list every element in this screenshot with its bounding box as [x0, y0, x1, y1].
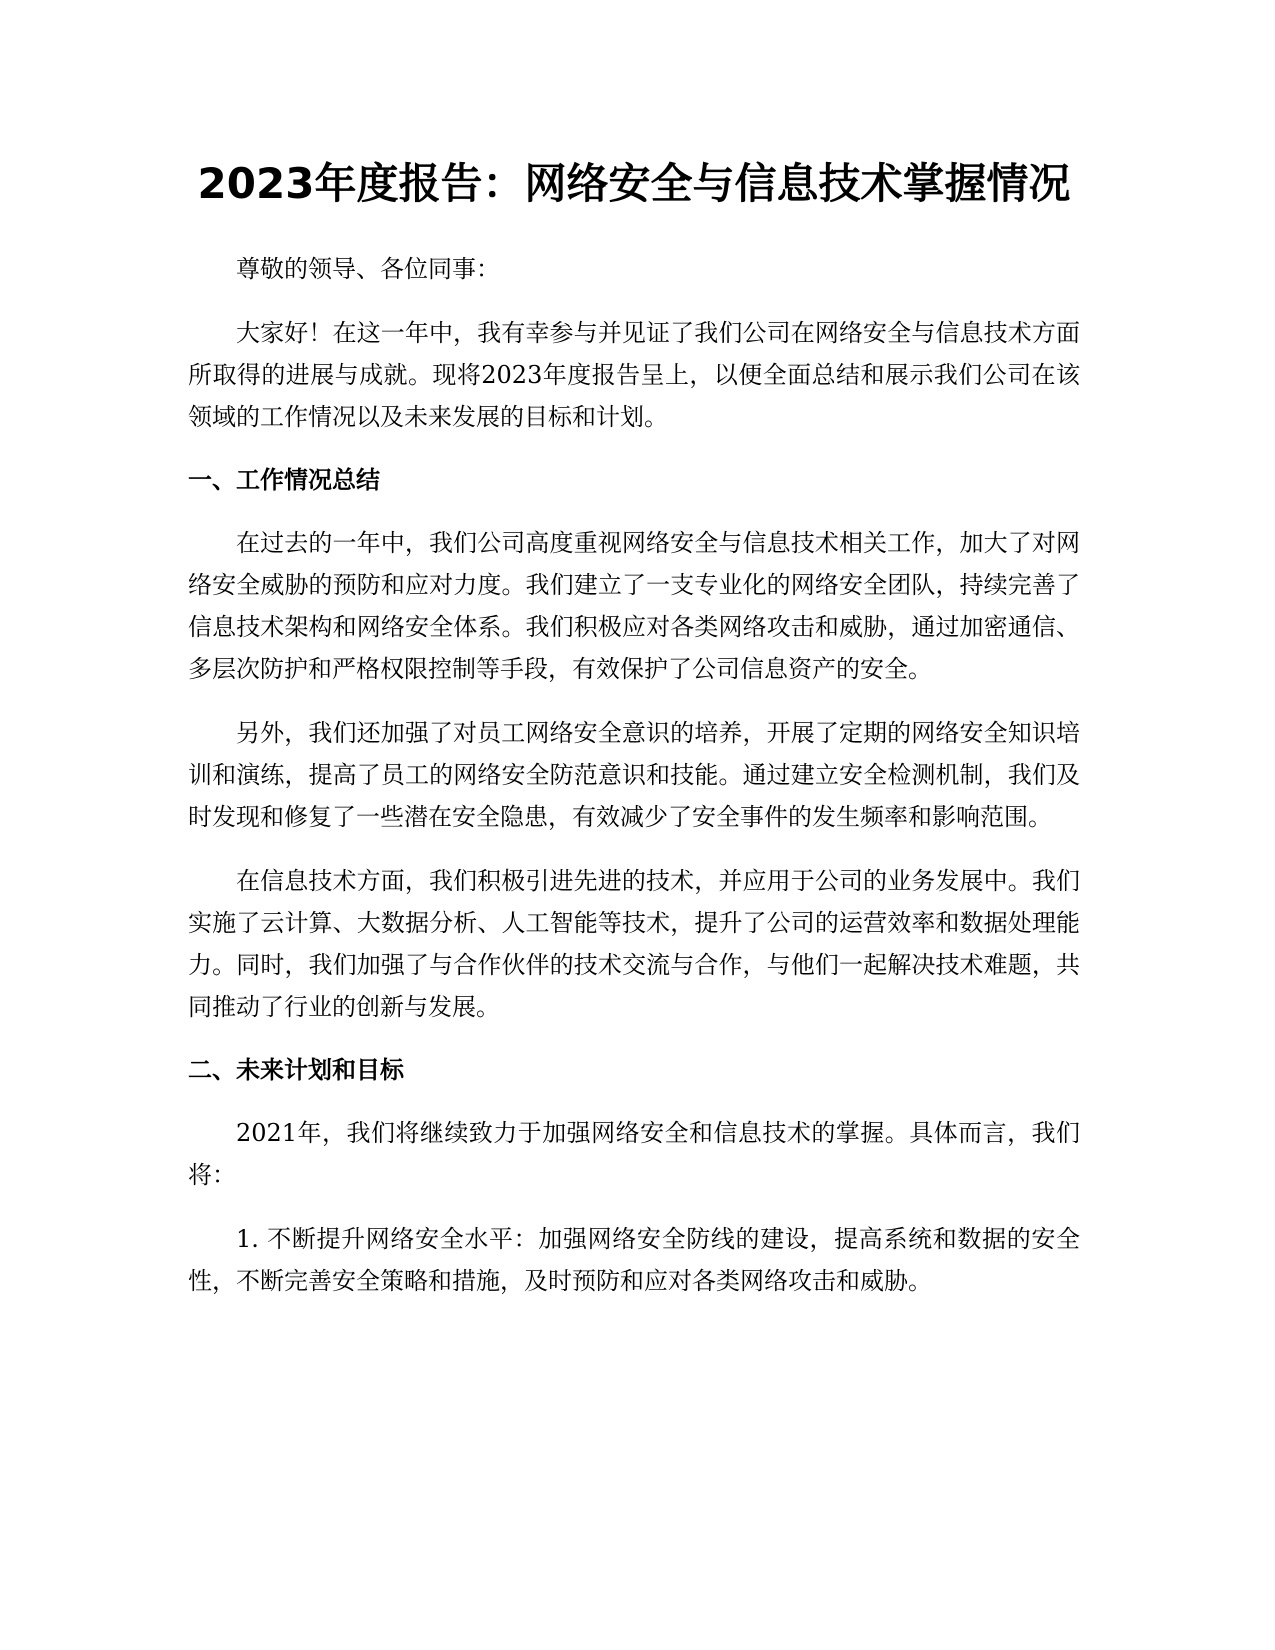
work-summary-paragraph-1: 在过去的一年中，我们公司高度重视网络安全与信息技术相关工作，加大了对网络安全威胁的预防和应对力度。我们建立了一支专业化的网络安全团队，持续完善了信息技术架构和网络安全体系。我们积极应对各类网络攻击和威胁，通过加密通信、多层次防护和严格权限控制等手段，有效保护了公司信息资产的安全。	[188, 529, 1080, 683]
work-summary-paragraph-2: 另外，我们还加强了对员工网络安全意识的培养，开展了定期的网络安全知识培训和演练，提高了员工的网络安全防范意识和技能。通过建立安全检测机制，我们及时发现和修复了一些潜在安全隐患，有效减少了安全事件的发生频率和影响范围。	[188, 719, 1080, 831]
future-plans-paragraph-1: 2021年，我们将继续致力于加强网络安全和信息技术的掌握。具体而言，我们将：	[188, 1119, 1080, 1189]
work-summary-paragraph-3: 在信息技术方面，我们积极引进先进的技术，并应用于公司的业务发展中。我们实施了云计算、大数据分析、人工智能等技术，提升了公司的运营效率和数据处理能力。同时，我们加强了与合作伙伴的技术交流与合作，与他们一起解决技术难题，共同推动了行业的创新与发展。	[188, 867, 1080, 1021]
intro-paragraph: 大家好！在这一年中，我有幸参与并见证了我们公司在网络安全与信息技术方面所取得的进展与成就。现将2023年度报告呈上，以便全面总结和展示我们公司在该领域的工作情况以及未来发展的目标和计划。	[188, 319, 1080, 431]
document-body	[188, 142, 1080, 1324]
salutation: 尊敬的领导、各位同事：	[236, 255, 500, 283]
section-heading-future-plans: 二、未来计划和目标	[188, 1056, 404, 1084]
document-title: 2023年度报告：网络安全与信息技术掌握情况	[197, 159, 1071, 208]
section-heading-work-summary: 一、工作情况总结	[188, 466, 380, 494]
future-plans-item-1: 1. 不断提升网络安全水平：加强网络安全防线的建设，提高系统和数据的安全性，不断完善安全策略和措施，及时预防和应对各类网络攻击和威胁。	[188, 1225, 1080, 1295]
